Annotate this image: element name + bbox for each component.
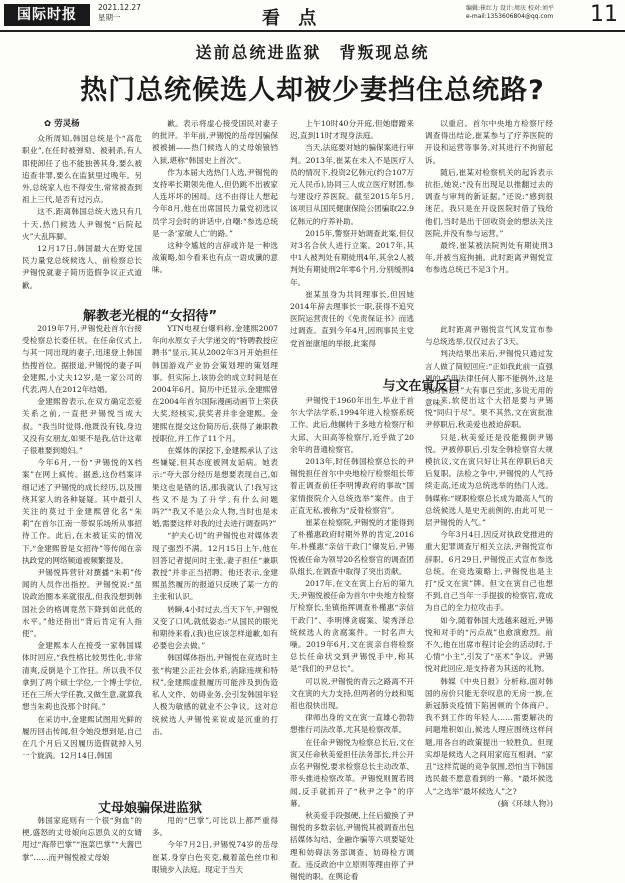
column-2-bottom [152,815,278,874]
column-1-middle [22,323,142,793]
column-1-bottom [22,815,142,862]
paragraph: 崔某在检察院,尹锡悦的才能得到了朴槿惠政府时期外界的肯定,2016年,朴槿惠“亲信干政门”爆发后,尹锡悦被任命为领导20名检察官的调查团队组长,在调查中取得了突出贡献。 [290,518,414,576]
article-title: 热门总统候选人却被少妻挡住总统路? [80,75,545,106]
source-credit: (摘《环球人物》) [497,798,553,808]
paragraph: 这种令尴尬的言辞或许是一种选战策略,如今看来也有点一语成谶的意味。 [152,241,278,275]
paragraph: 歉。表示将虚心接受国民对妻子的批评。半年前,尹锡悦的岳母因骗保被被捕——热门候选人的丈母娘锒铛入狱,堪称“韩国史上首次”。 [152,119,278,165]
article-subtitle: 送前总统进监狱 背叛现总统 [195,43,430,62]
column-3-bottom [290,395,414,881]
paragraph: 在采访中,金建熙试图用光鲜的履历回击传闻,但令她没想到是,自己在几个月后又因履历造假就掉入另一个旋涡。12月14日,韩国 [22,714,142,761]
paragraph: 12月17日,韩国最大在野党国民力量党总统候选人、前检察总长尹锡悦就妻子简历造假争议正式道歉。 [22,244,142,290]
paragraph: 来,软使出这个大招是要与尹锡悦“同归于尽”。果不其然,文在寅批准尹停职后,秋美爱也被迫辞职。 [425,396,553,430]
column-4-top [425,118,553,324]
section-name: 看 点 [262,8,323,29]
paragraph: 作为本届大选热门人选,尹锡悦的支持率长期领先他人,但仍跳不出被家人连坏坏的困局。这不由得让人想起今年8月,他在出席国民力量党初选议员学习会时的讲话中,自嘲:“参选总统是一条‘家破人亡’的路。” [152,167,278,238]
paragraph: 在任命尹锡悦为检察总长后,文在寅又任命秋美爱担任法务部长,并公开点名尹锡悦,要求检察总长主动改革、带头推进检察改革。尹锡悦则置若罔闻,反手就抓开了“秋尹之争”的序幕。 [290,737,414,808]
paragraph: 韩国媒体指出,尹锡悦在竞选时主张“构建公正社会体系,消除违规和特权”,金建熙虚报履历可能涉及到伪造私人文件、妨碍业务,会引发韩国年轻人极为敏感的就业不公争议。这对总统候选人尹锡悦来说或是沉重的打击。 [152,653,278,736]
column-4-bottom [425,395,553,859]
paragraph: 当天,法庭要对她的骗保案进行审判。2013年,崔某在未入不是医疗人员的情况下,投资2亿韩元(约合107万元人民币),协同三人成立医疗财团,参与建设疗养医院。截至2015年5月,该项目从国民健康保险公团骗取22.9亿韩元的疗养补助。 [290,143,414,226]
paragraph: 秋美爱手段强硬,上任后撤换了尹锡悦的多数亲信,尹锡悦其被调查出包括媒体勾结、金融诈骗等六项要疑处理和妨碍法务部调查、妨碍检方调查。违反政治中立原则等理由停了尹锡悦的职。在舆论看 [290,810,414,881]
paragraph: 尹锡悦阵营针对撰播“朱莉”传闻的人员作出指控。尹锡悦说:“虽说政治圈本来就很乱,但我没想到韩国社会的格调竟然下降到如此低的水平。”他还指出“背后肯定有人指使”。 [22,568,142,639]
paragraph: 随后,崔某对检察机关的起诉表示抗拒,她说:“没有出现足以推翻过去的调查与审判的新证据。”还说:“感到很迷茫。我只是在开设医院时借了钱给他们,当时是出于回收资金的想法关注医院,并没有参与运营。” [425,167,553,238]
issue-weekday: 星期一 [98,13,121,22]
paragraph: 2017年,在文在寅上台后的第九天,尹锡悦被任命为首尔中央地方检察厅检察长,坐镇指挥调查朴槿惠“亲信干政门”、李明博贪腐案、梁秀泽总统候选人的贪腐案件。一时名声大噪。2019年6月,文在寅亲自将检察总长任命状交到尹锡悦手中,称其是“我们的尹总长”。 [290,579,414,674]
section-heading-3: 与文在寅反目 [382,379,461,394]
paragraph: 以重启。首尔中央地方检察厅经调查得出结论,崔某参与了疗养医院的开设和运营等事务,对其进行不拘留起诉。 [425,119,553,165]
paragraph: 韩国家庭则有一个很“狗血”的梗,盛怒的丈母娘向忘恩负义的女婿甩过“海带巴掌”“泡菜巴掌”“大酱巴掌”……而尹锡悦被丈母娘 [22,816,142,862]
paragraph: “护夫心切”的尹锡悦也对媒体表现了强烈不满。12月15日上午,他在回答记者提问时主张,妻子担任“兼职教授”并非正当招聘。他还表示,金建熙虽然履历的报道只反映了某一方的主张和认识。 [152,531,278,602]
column-2-top [152,118,278,308]
paragraph: 上午10时40分开庭,但她磨蹭来迟,直到11时才现身法庭。 [290,119,414,141]
paragraph: YTN电视台爆料称,金建熙2007年向水原女子大学递交的“特聘教授应聘书”显示,其从2002年3月开始担任韩国游戏产业协会策划理的策划理事。但实际上,该协会的成立时间是在2004年6月。简历中还显示,金建熙曾在2004年首尔国际漫画动画节上荣获大奖,经核实,获奖者并非金建熙。金建熙在提交这份简历后,获得了兼职教授职位,并工作了11个月。 [152,324,278,443]
paragraph: 金建熙本人在接受一家韩国媒体时回应,“我性格比较男性化,非常清爽,反倒是个工作狂。所以我不仅拿到了两个硕士学位,一个博士学位,还在三所大学任教,又做生意,就算我想当朱莉也没那个时间。” [22,641,142,712]
issue-date-block [98,3,141,23]
paragraph: 今年7月2日,尹锡悦74岁的岳母崔某,身穿白色夹克,戴着蓝色丝巾和眼镜步入法庭。现定于当天 [152,840,278,874]
paragraph: 甩的“巴掌”,可比以上都严重得多。 [152,816,278,838]
editor-info [466,5,554,21]
paragraph: 律师出身的文在寅一直雄心勃勃想推行司法改革,尤其是检察改革。 [290,713,414,735]
paragraph: 2019年7月,尹锡悦赴首尔台接受检察总长委任状。在任命仪式上,与其一同出现的妻子,迅速登上韩国热搜首位。据报道,尹锡悦的妻子叫金建熙,小丈夫12岁,是一家公司的代表,两人在2012年结婚。 [22,324,142,395]
paragraph: 韩媒《中央日报》分析称,面对韩国的房价只能无奈叹息的无房一族,在新冠肺炎疫情下陷困顿的个体商户、我不到工作的年轻人……需要解决的问题堆积如山,候选人理应围绕这样问题,用各自的政策提出一较胜负。但现实却是候选人之间用家庭互相剥。“家丑”这样荒诞的竞争氛围,恐怕当下韩国选民最不愿意看到的一幕。“最坏候选人”之选举”最坏候选人”之? [425,676,553,796]
paragraph: 只是,秋美爱还是没能搬倒尹锡悦。尹被停职后,引发全韩检察官大规模抗议,文在寅只好让其在停职后8天后复职。法检之争中,尹锡悦的人气持续走高,还成为总统选举的热门人选。韩媒称:“规职检察总长成为最高人气的总统候选人是史无前例的,由此可见一层尹锡悦的人气。” [425,432,553,528]
newspaper-logo: 国际时报 [4,4,90,26]
paragraph: 转瞬,4小时过去,当天下午,尹锡悦又变了口风,就低姿态:“从国民的眼光和期待来看,(我)也应该怎样道歉,如有必要也会去做。” [152,604,278,651]
paragraph: 崔某虽身为共同理事长,但因她2014年辞去理事长一职,获得不追究医院运营责任的《免责保证书》而逃过调查。直到今年4月,因刑事民主党党首崔康旭的举报,此案得 [290,289,414,348]
page-number: 11 [590,2,618,27]
paragraph: 今年3月4日,因反对执政党推进的重大犯罪调查厅相关立法,尹锡悦宣布辞职。6月29日,尹锡悦正式宣布参选总统。在竞选策略上,尹锡悦也是主打“反文在寅”牌。但文在寅自己也想不到,自己当年一手提拔的检察官,竟成为自己的全力拉攻击手。 [425,530,553,613]
column-3-top [290,118,414,366]
issue-date: 2021.12.27 [98,3,141,12]
paragraph: 此时距离尹锡悦宣气风发宣布参与总统选举,仅仅过去了3天。 [425,325,553,347]
paragraph: 在媒体的深挖下,金建熙承认了这些嫌疑,但其态度被网友诟病。她表示:“夸大部分经历是想要表现自己,如果这也是错的话,那我就认了!我写这些又不是为了升学,有什么问题吗?”“我又不是公众人物,当时也是未婚,需要这样对我的过去进行调查吗?” [152,446,278,529]
page-header [0,0,625,32]
paragraph: 可以说,尹锡悦的青云之路离不开文在寅的大力支持,但两者的分歧和冤祖也很快出现。 [290,676,414,711]
column-4-continuation [425,324,553,408]
paragraph: 这不,距离韩国总统大选只有几十天,热门候选人尹锡悦“后院起火”大乱阵脚。 [22,207,142,241]
section-heading-1: 解教老光棍的“女招待” [82,309,218,324]
editor-email: e-mail:1353606804@qq.com [466,13,554,20]
byline: ✿ 劳灵杨 [44,119,80,129]
editor-line: 编辑:崔红力 设计:周庆 校对:刘平 [466,5,554,12]
section-heading-2: 丈母娘骗保进监狱 [97,801,202,816]
paragraph: 尹锡悦于1960年出生,毕业于首尔大学法学系,1994年进入检察系统工作。此后,他辗转于多地方检察厅和大邱、大田高等检察厅,近乎做了20余年的普通检察官。 [290,396,414,454]
paragraph: 判决结果出来后,尹锡悦只通过发言人做了简短回应:“正如我此前一直强调的,适用法律任何人都不能例外,这是我的信念。”大有事已至此,多说无用的意味。 [425,349,553,408]
paragraph: 2015年,警察开始调查此案,但仅对3名合伙人进行立案。2017年,其中1人被判处有期徒刑4年,其余2人被判处有期徒刑2年零6个月,分别缓刑4年。 [290,228,414,287]
paragraph: 最终,崔某被法院判处有期徒刑3年,并被当庭拘捕。此时距离尹锡悦宣布参选总统已不足3个月。 [425,241,553,275]
paragraph: 金建熙曾表示,在双方确定恋爱关系之前,一直把尹锡悦当成大叔。“我当时觉得,他既没有钱,身边又没有女朋友,如果不是我,估计这辈子很难要到媳妇。” [22,397,142,456]
paragraph: 如今,随着韩国大选越来越近,尹锡悦和对手的“污点战”也愈演愈烈。前不久,他在出席市程讨论会的活动时,于心情“小主”,引发了“巫术”争议。尹锡悦对此回应,是支持者为其送的礼物。 [425,615,553,674]
paragraph: 2013年,时任韩国检察总长的尹锡悦担任首尔中央地检厅检察组长带着正调查前任李明博政府的事故“国家情报院介入总统选举”案件。由于正直无私,被称为“反骨检察官”。 [290,457,414,515]
paragraph: 众所周知,韩国总统是个“高危职业”,在任时被弹劾、被刺杀,有人即使卸任了也不能独善其身,要么被追查非罪,要么在监狱里过晚年。另外,总统家人也不得安生,常常被查到祖上三代,是否有过污点。 [22,134,142,205]
paragraph: 今年6月,一份“尹锡悦的X档案”在网上疯传。据悉,这份档案详细记述了尹锡悦的成长经历,以及围绕其家人的各种疑疑。其中最引人关注的莫过于金建熙曾化名“朱莉”在首尔江南一带娱乐场所从事招待工作。此后,在未被证实的情况下,“金建熙曾是女招待”等传闻在亲执政党的网络频道被频繁提及。 [22,458,142,565]
column-1-top [22,118,142,308]
column-2-middle [152,323,278,793]
